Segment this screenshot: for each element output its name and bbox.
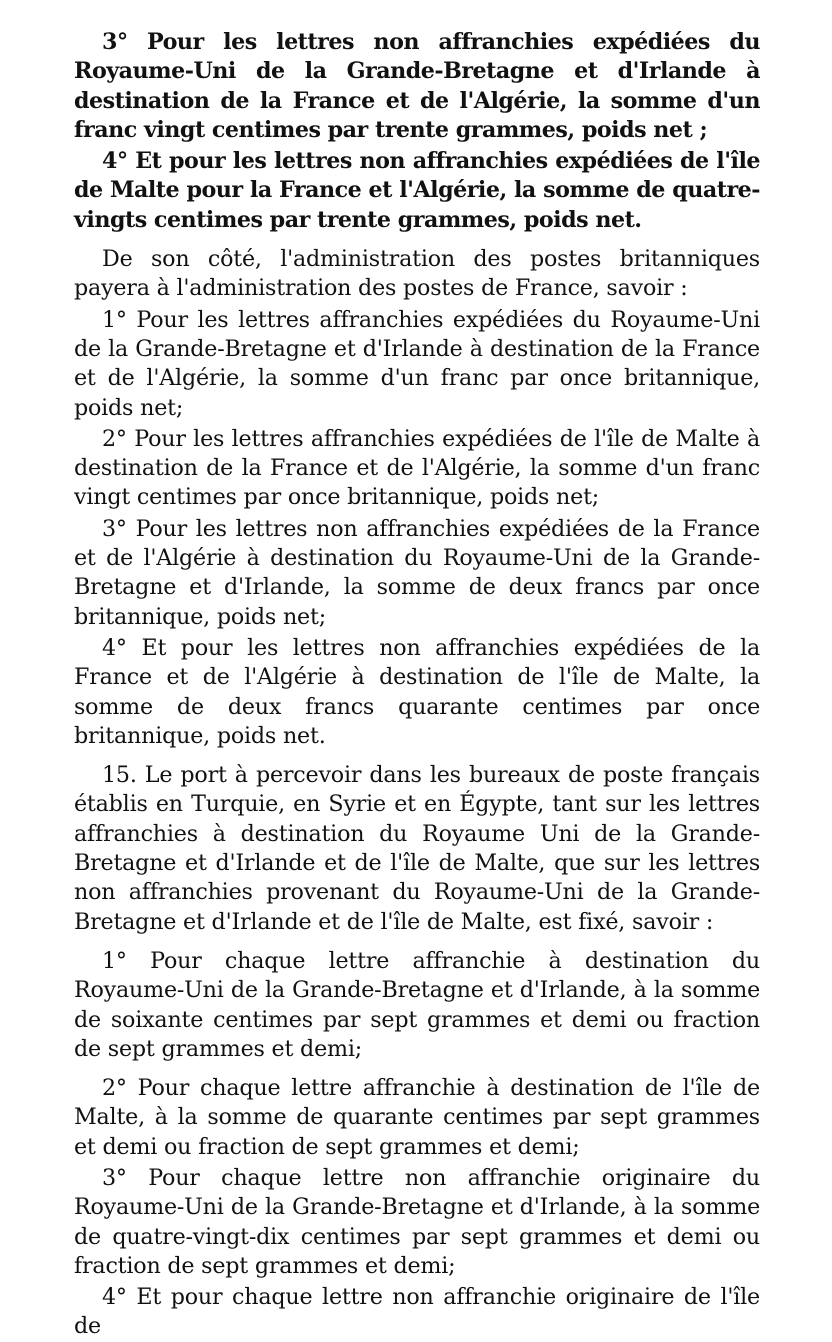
paragraph-12: 4° Et pour chaque lettre non affranchie originaire de l'île de	[74, 1284, 760, 1340]
paragraph-3: De son côté, l'administration des postes britanniques payera à l'administration des postes de France, savoir :	[74, 246, 760, 302]
paragraph-11: 3° Pour chaque lettre non affranchie originaire du Royaume-Uni de la Grande-Bretagne et d'Irlande, à la somme de quatre-vingt-dix centimes par sept grammes et demi ou fraction de sept grammes et demi;	[74, 1164, 760, 1279]
paragraph-5: 2° Pour les lettres affranchies expédiées de l'île de Malte à destination de la France et de l'Algérie, la somme d'un franc vingt centimes par once britannique, poids net;	[74, 425, 760, 511]
paragraph-1: 3° Pour les lettres non affranchies expédiées du Royaume-Uni de la Grande-Bretagne et d'Irlande à destination de la France et de l'Algérie, la somme d'un franc vingt centimes par trente grammes, poids net ;	[74, 29, 760, 143]
paragraph-9: 1° Pour chaque lettre affranchie à destination du Royaume-Uni de la Grande-Bretagne et d'Irlande, à la somme de soixante centimes par sept grammes et demi ou fraction de sept grammes et demi;	[74, 947, 760, 1062]
paragraph-4: 1° Pour les lettres affranchies expédiées du Royaume-Uni de la Grande-Bretagne et d'Irlande à destination de la France et de l'Algérie, la somme d'un franc par once britannique, poids net;	[74, 306, 760, 421]
paragraph-8: 15. Le port à percevoir dans les bureaux de poste français établis en Turquie, en Syrie et en Égypte, tant sur les lettres affranchies à destination du Royaume Uni de la Grande-Bretagne et d'Irlande et de l'île de Malte, que sur les lettres non affranchies provenant du Royaume-Uni de la Grande-Bretagne et d'Irlande et de l'île de Malte, est fixé, savoir :	[74, 762, 760, 935]
paragraph-2: 4° Et pour les lettres non affranchies expédiées de l'île de Malte pour la France et l'Algérie, la somme de quatre-vingts centimes par trente grammes, poids net.	[74, 148, 760, 233]
paragraph-6: 3° Pour les lettres non affranchies expédiées de la France et de l'Algérie à destination du Royaume-Uni de la Grande-Bretagne et d'Irlande, la somme de deux francs par once britannique, poids net;	[74, 515, 760, 630]
paragraph-10: 2° Pour chaque lettre affranchie à destination de l'île de Malte, à la somme de quarante centimes par sept grammes et demi ou fraction de sept grammes et demi;	[74, 1075, 760, 1160]
paragraph-7: 4° Et pour les lettres non affranchies expédiées de la France et de l'Algérie à destination de l'île de Malte, la somme de deux francs quarante centimes par once britannique, poids net.	[74, 634, 760, 749]
